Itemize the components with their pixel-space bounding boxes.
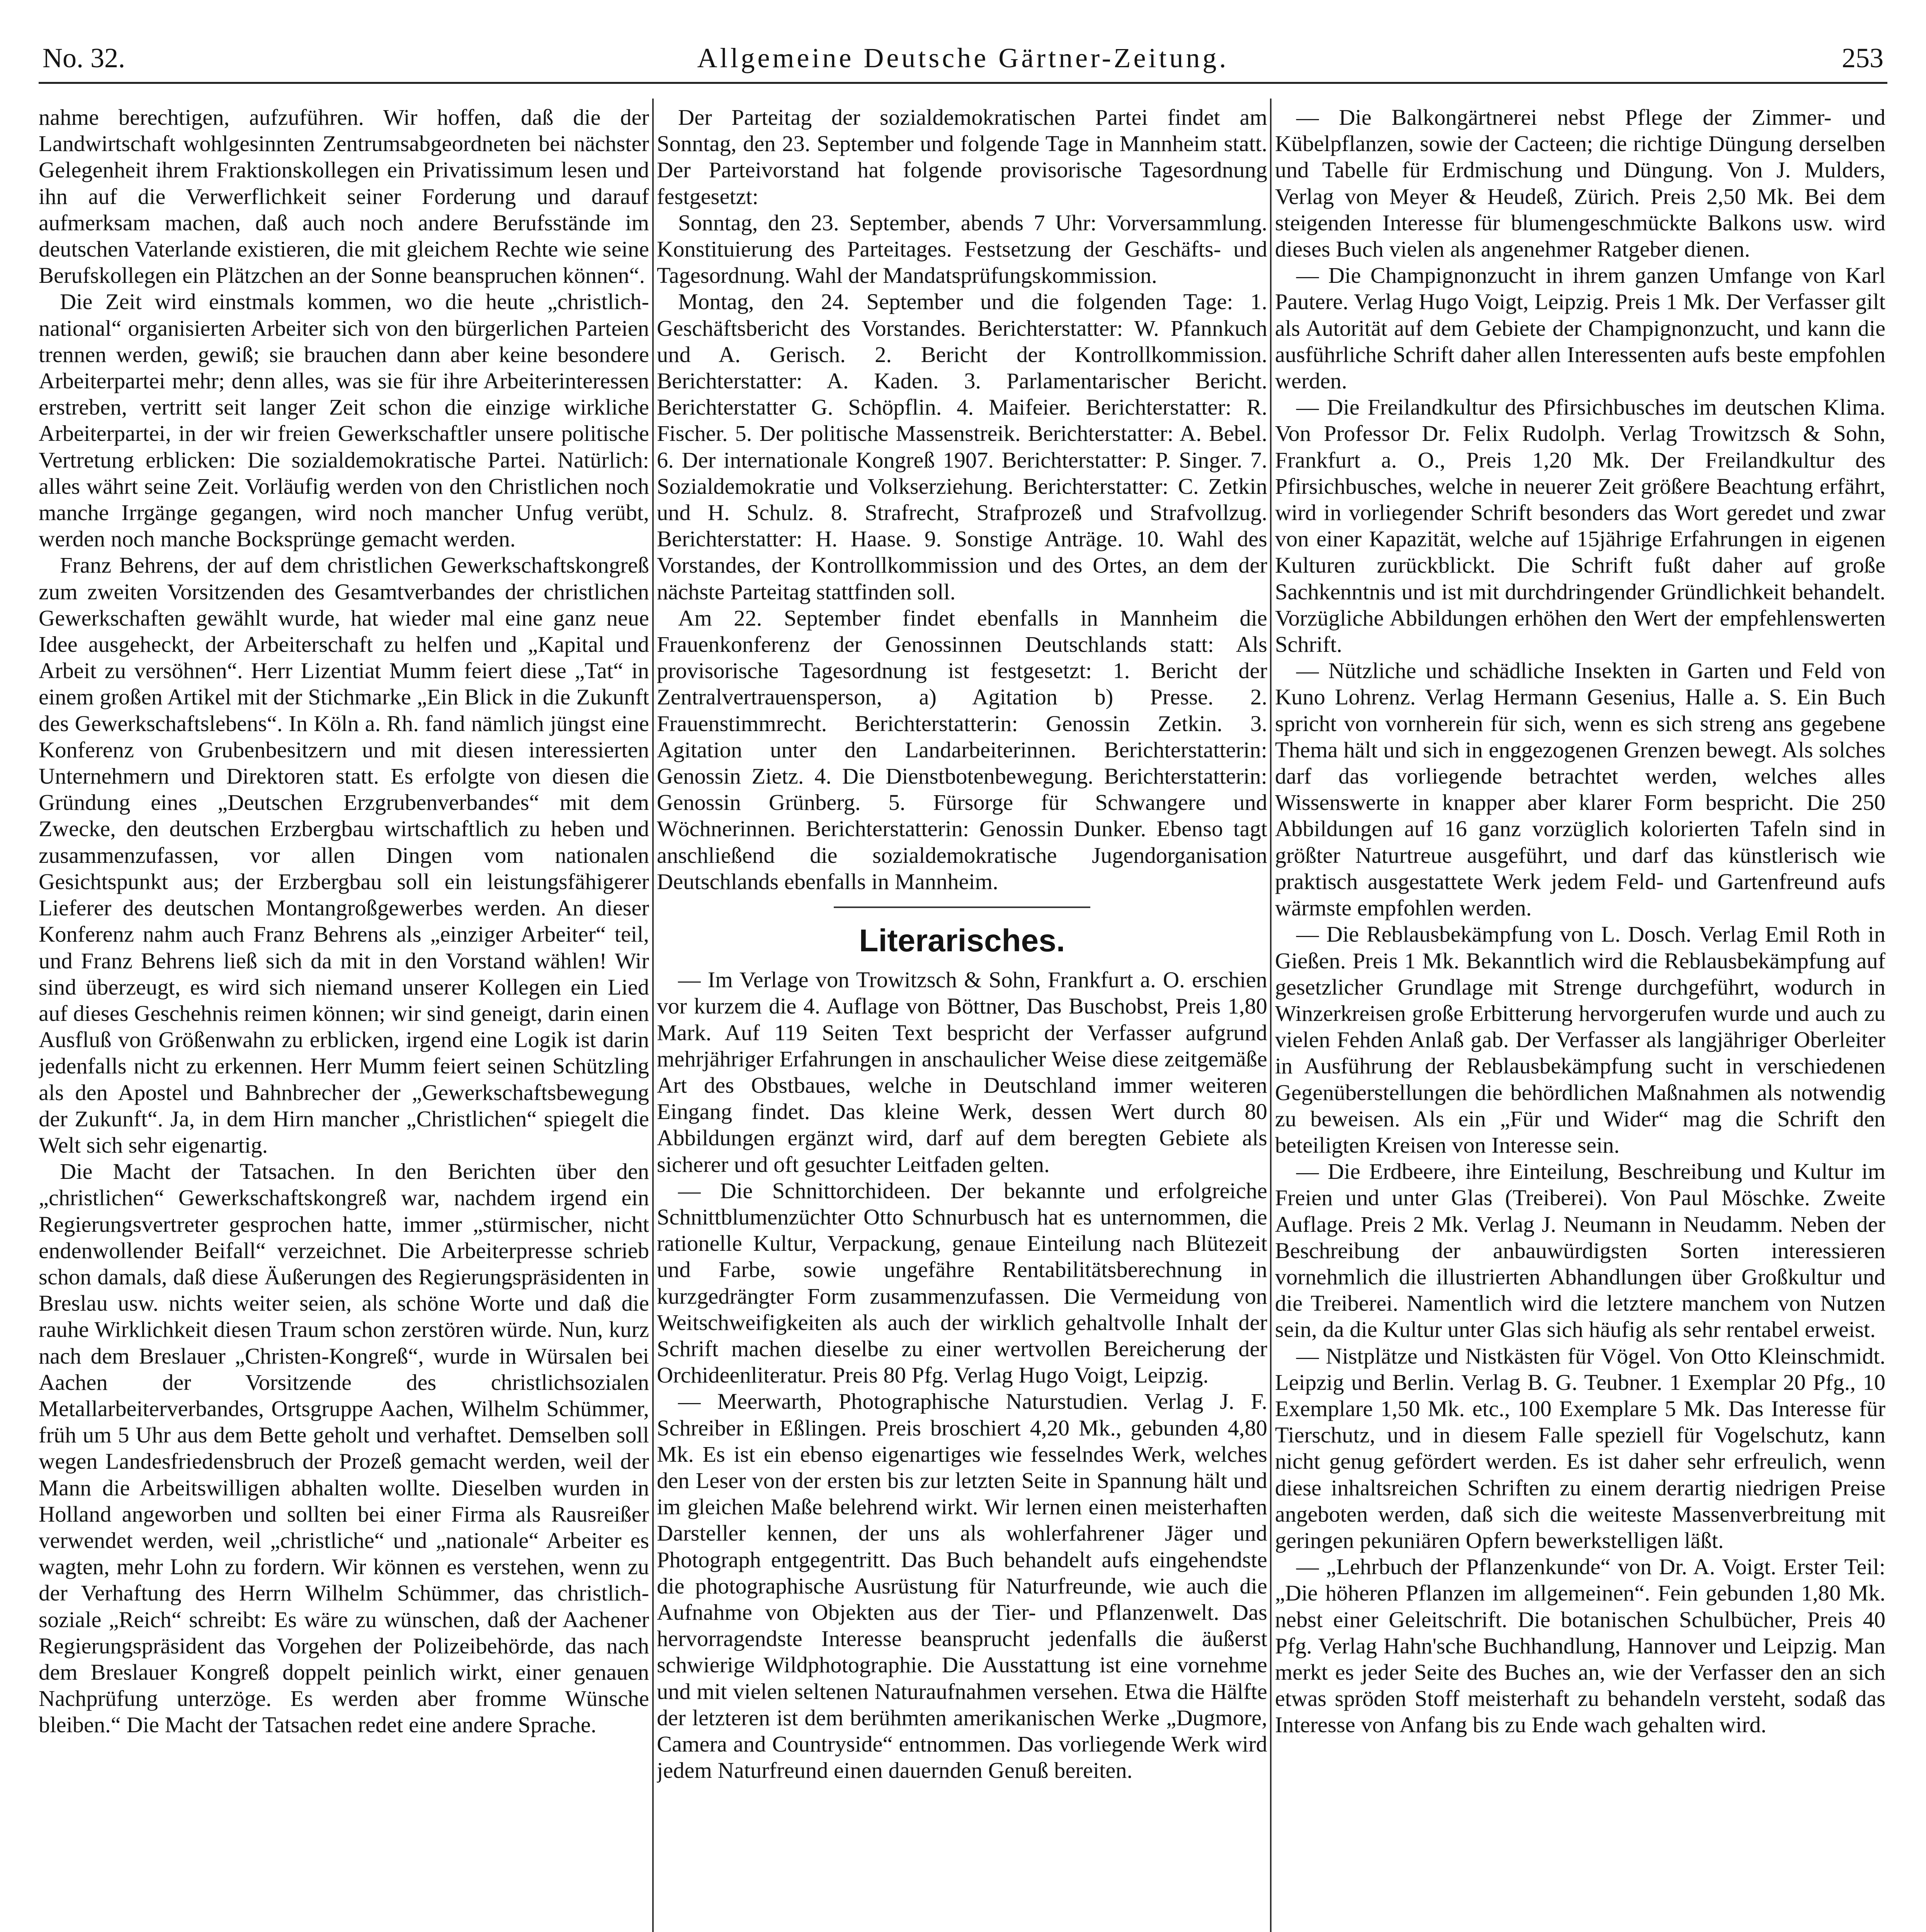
review-paragraph: — Die Erdbeere, ihre Einteilung, Beschreibung und Kultur im Freien und unter Glas (Treiberei). Von Paul Möschke. Zweite Auflage. Preis 2 Mk. Verlag J. Neumann in Neudamm. Neben der Beschreibung der anbauwürdigsten Sorten interessieren vornehmlich die illustrierten Abhandlungen über Großkultur und die Treiberei. Namentlich wird die letztere manchem von Nutzen sein, da die Kultur unter Glas sich häufig als sehr rentabel erweist. [1275,1159,1885,1342]
section-divider [834,906,1090,908]
column-divider [652,99,654,1932]
article-paragraph: Franz Behrens, der auf dem christlichen Gewerkschaftskongreß zum zweiten Vorsitzenden des Gesamtverbandes der christlichen Gewerkschaften gewählt wurde, hat wieder mal eine ganz neue Idee ausgeheckt, der Arbeiterschaft zu helfen und „Kapital und Arbeit zu versöhnen“. Herr Lizentiat Mumm feiert diese „Tat“ in einem großen Artikel mit der Stichmarke „Ein Blick in die Zukunft des Gewerkschaftslebens“. In Köln a. Rh. fand nämlich jüngst eine Konferenz von Grubenbesitzern und mit diesen interessierten Unternehmern und Direktoren statt. Es erfolgte von diesen die Gründung eines „Deutschen Erzgrubenverbandes“ mit dem Zwecke, den deutschen Erzbergbau wirtschaftlich zu heben und zusammenzufassen, vor allen Dingen vom nationalen Gesichtspunkt aus; der Erzbergbau soll ein leistungsfähigerer Lieferer des deutschen Montangroßgewerbes werden. An dieser Konferenz nahm auch Franz Behrens als „einziger Arbeiter“ teil, und Franz Behrens ließ sich da mit in den Vorstand wählen! Wir sind überzeugt, es wird sich niemand unserer Kollegen ein Lied auf dieses Geschehnis reimen können; wir sind geneigt, darin einen Ausfluß von Größenwahn zu erblicken, irgend eine Logik ist darin jedenfalls nicht zu erkennen. Herr Mumm feiert seinen Schützling als den Apostel und Bahnbrecher der „Gewerkschaftsbewegung der Zukunft“. Ja, in dem Hirn mancher „Christlichen“ spiegelt die Welt sich sehr eigenartig. [39,553,649,1158]
review-paragraph: — „Lehrbuch der Pflanzenkunde“ von Dr. A. Voigt. Erster Teil: „Die höheren Pflanzen im allgemeinen“. Fein gebunden 1,80 Mk. nebst einer Geleitschrift. Die botanischen Schulbücher, Preis 40 Pfg. Verlag Hahn'sche Buchhandlung, Hannover und Leipzig. Man merkt es jeder Seite des Buches an, wie der Verfasser den an sich etwas spröden Stoff meisterhaft zu behandeln versteht, sodaß das Interesse von Anfang bis zu Ende wach gehalten wird. [1275,1554,1885,1738]
column-1 [39,104,649,1932]
review-paragraph: — Nützliche und schädliche Insekten in Garten und Feld von Kuno Lohrenz. Verlag Hermann Gesenius, Halle a. S. Ein Buch spricht von vornherein für sich, wenn es sich streng ans gegebene Thema hält und sich in enggezogenen Grenzen bewegt. Als solches darf das vorliegende betrachtet werden, welches alles Wissenswerte in knapper aber klarer Form bespricht. Die 250 Abbildungen auf 16 ganz vorzüglich kolorierten Tafeln sind in größter Naturtreue ausgeführt, und darf das künstlerisch wie praktisch ausgestattete Werk jedem Feld- und Gartenfreund aufs wärmste empfohlen werden. [1275,658,1885,921]
review-paragraph: — Die Balkongärtnerei nebst Pflege der Zimmer- und Kübelpflanzen, sowie der Cacteen; die richtige Düngung derselben und Tabelle für Erdmischung und Düngung. Von J. Mulders, Verlag von Meyer & Heudeß, Zürich. Preis 2,50 Mk. Bei dem steigenden Interesse für blumengeschmückte Balkons usw. wird dieses Buch vielen als angenehmer Ratgeber dienen. [1275,105,1885,262]
review-paragraph: — Die Reblausbekämpfung von L. Dosch. Verlag Emil Roth in Gießen. Preis 1 Mk. Bekanntlich wird die Reblausbekämpfung auf gesetzlicher Grundlage mit Strenge durchgeführt, wodurch in Winzerkreisen große Erbitterung hervorgerufen wurde und auch zu vielen Fehden Anlaß gab. Der Verfasser als langjähriger Oberleiter in Ausführung der Reblausbekämpfung sucht in verschiedenen Gegenüberstellungen die behördlichen Maßnahmen als notwendig zu beweisen. Als ein „Für und Wider“ mag die Schrift den beteiligten Kreisen von Interesse sein. [1275,922,1885,1158]
column-2 [657,104,1267,1932]
review-paragraph: — Die Champignonzucht in ihrem ganzen Umfange von Karl Pautere. Verlag Hugo Voigt, Leipzig. Preis 1 Mk. Der Verfasser gilt als Autorität auf dem Gebiete der Champignonzucht, und kann die ausführliche Schrift daher allen Interessenten aufs beste empfohlen werden. [1275,263,1885,394]
page-header [0,37,1926,79]
article-paragraph: Die Macht der Tatsachen. In den Berichten über den „christlichen“ Gewerkschaftskongreß war, nachdem irgend ein Regierungsvertreter gesprochen hatte, immer „stürmischer, nicht endenwollender Beifall“ verzeichnet. Die Arbeiterpresse schrieb schon damals, daß diese Äußerungen des Regierungspräsidenten in Breslau usw. nichts weiter seien, als schöne Worte und daß die rauhe Wirklichkeit diesen Traum schon zerstören würde. Nun, kurz nach dem Breslauer „Christen-Kongreß“, wurde in Würsalen bei Aachen der Vorsitzende des christlichsozialen Metallarbeiterverbandes, Ortsgruppe Aachen, Wilhelm Schümmer, früh um 5 Uhr aus dem Bette geholt und verhaftet. Demselben soll wegen Landesfriedensbruch der Prozeß gemacht werden, weil der Mann die Arbeitswilligen abhalten wollte. Dieselben wurden in Holland angeworben und sollten bei einer Firma als Rausreißer verwendet werden, weil „christliche“ und „nationale“ Arbeiter es wagten, mehr Lohn zu fordern. Wir können es verstehen, wenn zu der Verhaftung des Herrn Wilhelm Schümmer, das christlich-soziale „Reich“ schreibt: Es wäre zu wünschen, daß der Aachener Regierungspräsident das Vorgehen der Polizeibehörde, das nach dem Breslauer Kongreß doppelt peinlich wirkt, einer genauen Nachprüfung unterzöge. Es werden aber fromme Wünsche bleiben.“ Die Macht der Tatsachen redet eine andere Sprache. [39,1159,649,1738]
article-paragraph: Sonntag, den 23. September, abends 7 Uhr: Vorversammlung. Konstituierung des Parteitages. Festsetzung der Geschäfts- und Tagesordnung. Wahl der Mandatsprüfungskommission. [657,210,1267,288]
article-paragraph: Der Parteitag der sozialdemokratischen Partei findet am Sonntag, den 23. September und folgende Tage in Mannheim statt. Der Parteivorstand hat folgende provisorische Tagesordnung festgesetzt: [657,105,1267,209]
article-paragraph: Am 22. September findet ebenfalls in Mannheim die Frauenkonferenz der Genossinnen Deutschlands statt: Als provisorische Tagesordnung ist festgesetzt: 1. Bericht der Zentralvertrauensperson, a) Agitation b) Presse. 2. Frauenstimmrecht. Berichterstatterin: Genossin Zetkin. 3. Agitation unter den Landarbeiterinnen. Berichterstatterin: Genossin Zietz. 4. Die Dienstbotenbewegung. Berichterstatterin: Genossin Grünberg. 5. Fürsorge für Schwangere und Wöchnerinnen. Berichterstatterin: Genossin Dunker. Ebenso tagt anschließend die sozialdemokratische Jugendorganisation Deutschlands ebenfalls in Mannheim. [657,605,1267,894]
issue-number: No. 32. [42,43,125,73]
header-rule [39,82,1887,84]
column-3 [1275,104,1885,1932]
article-paragraph: Montag, den 24. September und die folgenden Tage: 1. Geschäftsbericht des Vorstandes. Berichterstatter: W. Pfannkuch und A. Gerisch. 2. Bericht der Kontrollkommission. Berichterstatter: A. Kaden. 3. Parlamentarischer Bericht. Berichterstatter G. Schöpflin. 4. Maifeier. Berichterstatter: R. Fischer. 5. Der politische Massenstreik. Berichterstatter: A. Bebel. 6. Der internationale Kongreß 1907. Berichterstatter: P. Singer. 7. Sozialdemokratie und Volkserziehung. Berichterstatter: C. Zetkin und H. Schulz. 8. Strafrecht, Strafprozeß und Strafvollzug. Berichterstatter: H. Haase. 9. Sonstige Anträge. 10. Wahl des Vorstandes, der Kontrollkommission und des Ortes, an dem der nächste Parteitag stattfinden soll. [657,289,1267,604]
review-paragraph: — Im Verlage von Trowitzsch & Sohn, Frankfurt a. O. erschien vor kurzem die 4. Auflage von Böttner, Das Buschobst, Preis 1,80 Mark. Auf 119 Seiten Text bespricht der Verfasser aufgrund mehrjähriger Erfahrungen in anschaulicher Weise diese zeitgemäße Art des Obstbaues, welche in Deutschland immer weiteren Eingang findet. Das kleine Werk, dessen Wert durch 80 Abbildungen ergänzt wird, darf auf dem beregten Gebiete als sicherer und oft gesuchter Leitfaden gelten. [657,967,1267,1177]
review-paragraph: — Nistplätze und Nistkästen für Vögel. Von Otto Kleinschmidt. Leipzig und Berlin. Verlag B. G. Teubner. 1 Exemplar 20 Pfg., 10 Exemplare 1,50 Mk. etc., 100 Exemplare 5 Mk. Das Interesse für Tierschutz, und in diesem Falle speziell für Vogelschutz, kann nicht genug gefördert werden. Es ist daher sehr erfreulich, wenn diese inhaltsreichen Schriften zu einem derartig niedrigen Preise angeboten werden, daß sich die weiteste Massenverbreitung mit geringen pekuniären Opfern bewerkstelligen läßt. [1275,1343,1885,1553]
column-divider [1270,99,1272,1932]
page-number: 253 [1842,43,1884,73]
article-paragraph: Die Zeit wird einstmals kommen, wo die heute „christlich-national“ organisierten Arbeiter sich von den bürgerlichen Parteien trennen werden, gewiß; sie brauchen dann aber keine besondere Arbeiterpartei mehr; denn alles, was sie für ihre Arbeiterinteressen erstreben, vertritt seit langer Zeit schon die einzige wirkliche Arbeiterpartei, in der wir freien Gewerkschaftler unsere politische Vertretung erblicken: Die sozialdemokratische Partei. Natürlich: alles währt seine Zeit. Vorläufig werden von den Christlichen noch manche Irrgänge gegangen, wird noch mancher Unfug verübt, werden noch manche Bocksprünge gemacht werden. [39,289,649,552]
article-paragraph: nahme berechtigen, aufzuführen. Wir hoffen, daß die der Landwirtschaft wohlgesinnten Zentrumsabgeordneten bei nächster Gelegenheit ihrem Fraktionskollegen ein Privatissimum lesen und ihn auf die Verwerflichkeit seiner Forderung und darauf aufmerksam machen, daß auch noch andere Berufsstände im deutschen Vaterlande existieren, die mit gleichem Rechte wie seine Berufskollegen ein Plätzchen an der Sonne beanspruchen können“. [39,105,649,288]
review-paragraph: — Meerwarth, Photographische Naturstudien. Verlag J. F. Schreiber in Eßlingen. Preis broschiert 4,20 Mk., gebunden 4,80 Mk. Es ist ein ebenso eigenartiges wie fesselndes Werk, welches den Leser von der ersten bis zur letzten Seite in Spannung hält und im gleichen Maße belehrend wirkt. Wir lernen einen meisterhaften Darsteller kennen, der uns als wohlerfahrener Jäger und Photograph entgegentritt. Das Buch behandelt aufs eingehendste die photographische Ausrüstung für Naturfreunde, wie auch die Aufnahme von Objekten aus der Tier- und Pflanzenwelt. Das hervorragendste Interesse beansprucht jedenfalls die äußerst schwierige Wildphotographie. Die Ausstattung ist eine vornehme und mit vielen seltenen Naturaufnahmen versehen. Etwa die Hälfte der letzteren ist dem berühmten amerikanischen Werke „Dugmore, Camera and Countryside“ entnommen. Das vorliegende Werk wird jedem Naturfreund einen dauernden Genuß bereiten. [657,1389,1267,1783]
section-heading: Literarisches. [859,923,1065,959]
review-paragraph: — Die Schnittorchideen. Der bekannte und erfolgreiche Schnittblumenzüchter Otto Schnurbusch hat es unternommen, die rationelle Kultur, Verpackung, genaue Einteilung nach Blütezeit und Farbe, sowie ungefähre Rentabilitätsberechnung in kurzgedrängter Form zusammenzufassen. Die Vermeidung von Weitschweifigkeiten als auch der wirklich gehaltvolle Inhalt der Schrift machen dieselbe zu einer wertvollen Bereicherung der Orchideenliteratur. Preis 80 Pfg. Verlag Hugo Voigt, Leipzig. [657,1178,1267,1388]
newspaper-title: Allgemeine Deutsche Gärtner-Zeitung. [697,43,1229,73]
review-paragraph: — Die Freilandkultur des Pfirsichbusches im deutschen Klima. Von Professor Dr. Felix Rudolph. Verlag Trowitzsch & Sohn, Frankfurt a. O., Preis 1,20 Mk. Der Freilandkultur des Pfirsichbusches, welche in neuerer Zeit größere Beachtung erfährt, wird in vorliegender Schrift besonders das Wort geredet und zwar von einer Kapazität, welche auf 15jährige Erfahrungen in eigenen Kulturen zurückblickt. Die Schrift fußt daher auf große Sachkenntnis und ist mit durchdringender Gründlichkeit behandelt. Vorzügliche Abbildungen erhöhen den Wert der empfehlenswerten Schrift. [1275,395,1885,657]
